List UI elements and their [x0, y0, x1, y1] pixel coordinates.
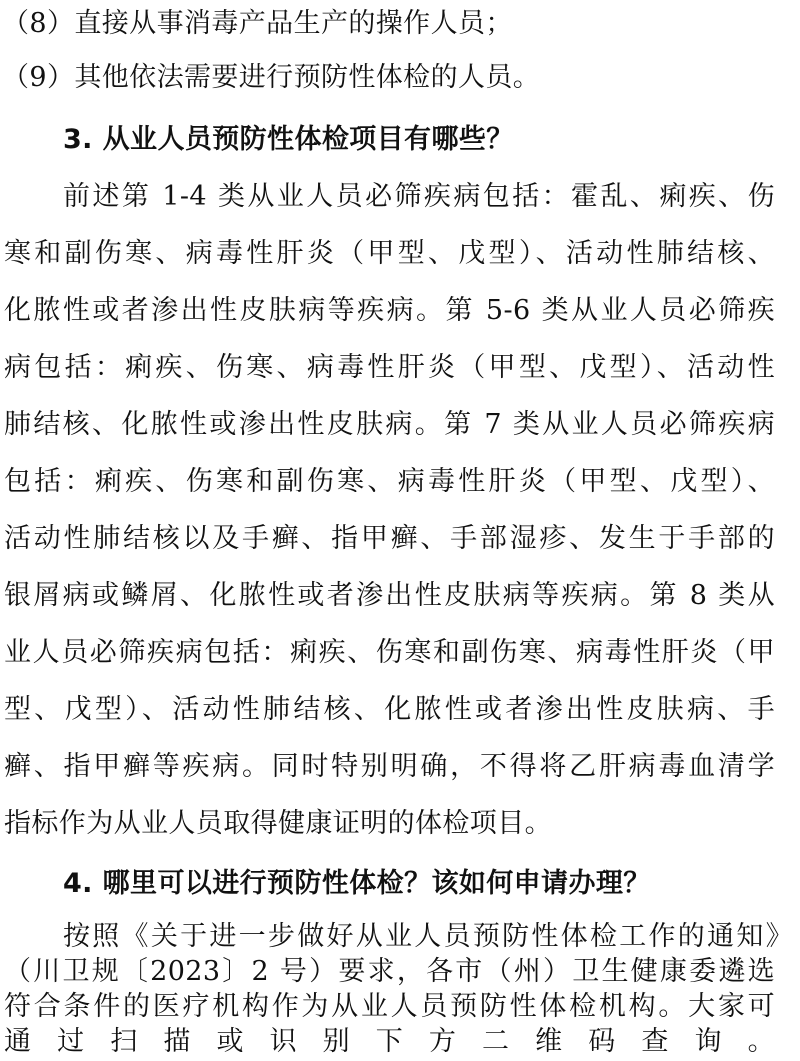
paragraph-line: 病包括：痢疾、伤寒、病毒性肝炎（甲型、戊型）、活动性: [4, 352, 775, 383]
paragraph-line: 型、戊型）、活动性肺结核、化脓性或者渗出性皮肤病、手: [4, 694, 775, 725]
paragraph-line: 指标作为从业人员取得健康证明的体检项目。: [4, 808, 552, 839]
list-item-9: （9）其他依法需要进行预防性体检的人员。: [2, 62, 541, 93]
paragraph-line: 银屑病或鳞屑、化脓性或者渗出性皮肤病等疾病。第 8 类从: [4, 580, 775, 611]
paragraph-line: 前述第 1-4 类从业人员必筛疾病包括：霍乱、痢疾、伤: [63, 181, 775, 212]
paragraph-line: 包括：痢疾、伤寒和副伤寒、病毒性肝炎（甲型、戊型）、: [4, 466, 775, 497]
paragraph-line: （川卫规〔2023〕2 号）要求，各市（州）卫生健康委遴选: [4, 956, 775, 987]
paragraph-line: 寒和副伤寒、病毒性肝炎（甲型、戊型）、活动性肺结核、: [4, 238, 775, 269]
paragraph-line: 肺结核、化脓性或渗出性皮肤病。第 7 类从业人员必筛疾病: [4, 409, 775, 440]
paragraph-line: 化脓性或者渗出性皮肤病等疾病。第 5-6 类从业人员必筛疾: [4, 295, 775, 326]
paragraph-line: 活动性肺结核以及手癣、指甲癣、手部湿疹、发生于手部的: [4, 523, 775, 554]
paragraph-line: 癣、指甲癣等疾病。同时特别明确，不得将乙肝病毒血清学: [4, 751, 775, 782]
list-item-8: （8）直接从事消毒产品生产的操作人员；: [2, 8, 513, 39]
paragraph-line: 符合条件的医疗机构作为从业人员预防性体检机构。大家可: [4, 991, 775, 1022]
paragraph-line: 按照《关于进一步做好从业人员预防性体检工作的通知》: [63, 921, 793, 952]
section-heading-3: 3. 从业人员预防性体检项目有哪些？: [63, 124, 514, 155]
paragraph-line: 通过扫描或识别下方二维码查询。: [4, 1026, 775, 1057]
paragraph-line: 业人员必筛疾病包括：痢疾、伤寒和副伤寒、病毒性肝炎（甲: [4, 637, 775, 668]
section-heading-4: 4. 哪里可以进行预防性体检？该如何申请办理？: [63, 868, 651, 899]
